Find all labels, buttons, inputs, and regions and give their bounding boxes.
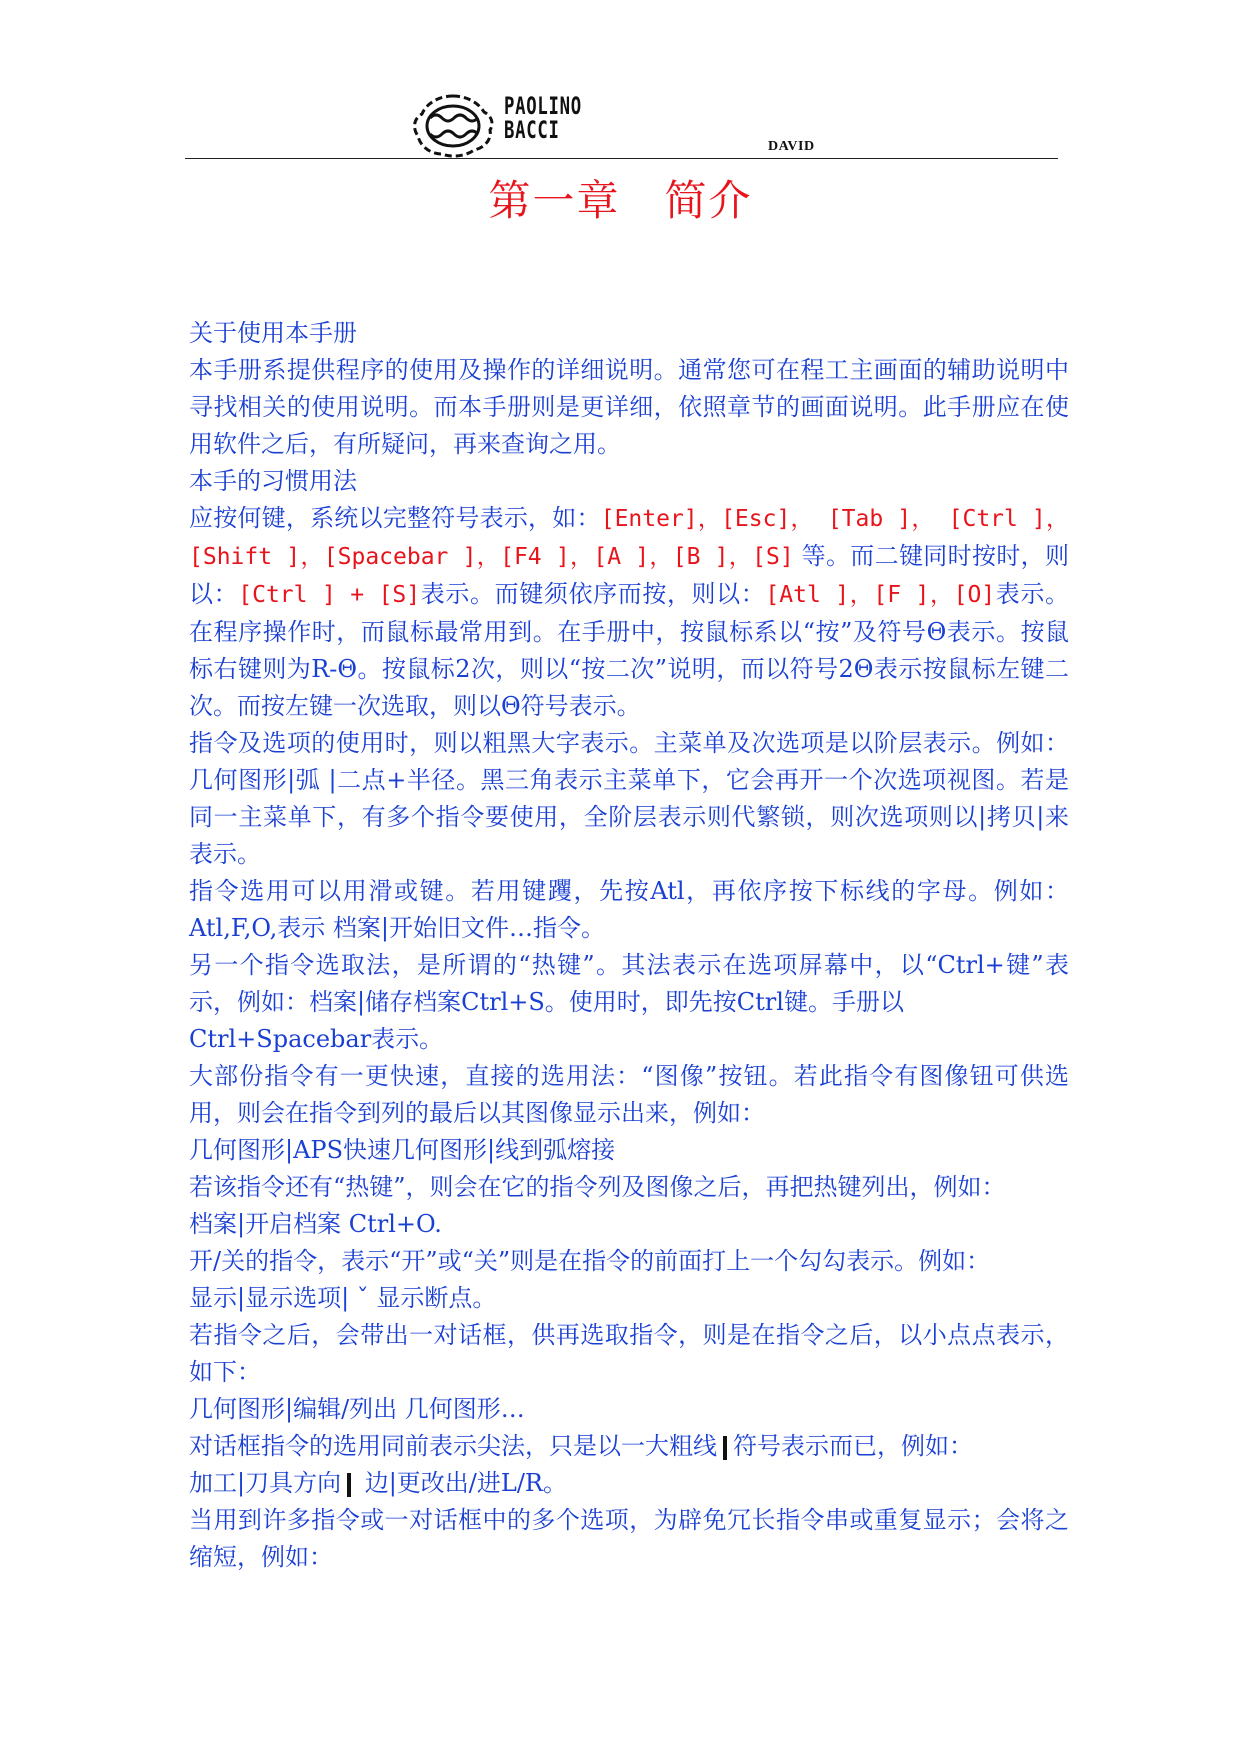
thick-bar-symbol: [723, 1436, 727, 1460]
key-sequence: [Atl ]，[F ]，[O]: [765, 582, 996, 608]
paolino-bacci-logo: [408, 88, 588, 160]
paragraph: Ctrl+Spacebar表示。: [189, 1025, 444, 1053]
key-combo: [Ctrl ] + [S]: [238, 582, 421, 608]
section-heading: 关于使用本手册: [189, 319, 357, 347]
paragraph: 当用到许多指令或一对话框中的多个选项，为辟免冗长指令串或重复显示；会将之缩短，例如：: [189, 1506, 1069, 1571]
example-line: 档案|开启档案 Ctrl+O.: [189, 1210, 442, 1238]
document-body: [189, 315, 1069, 1576]
header-author: DAVID: [768, 139, 815, 154]
paragraph: 若指令之后，会带出一对话框，供再选取指令，则是在指令之后，以小点点表示，如下：: [189, 1321, 1069, 1386]
example-line: 几何图形|编辑/列出 几何图形…: [189, 1395, 525, 1423]
paragraph: 开/关的指令，表示“开”或“关”则是在指令的前面打上一个勾勾表示。例如：: [189, 1247, 991, 1275]
paragraph: 指令及选项的使用时，则以粗黑大字表示。主菜单及次选项是以阶层表示。例如：几何图形|弧 |二点+半径。黑三角表示主菜单下，它会再开一个次选项视图。若是同一主菜单下，有多个指令要使用，全阶层表示则代繁锁，则次选项则以|拷贝|来表示。: [189, 729, 1069, 868]
example-line: 显示|显示选项| ˇ 显示断点。: [189, 1284, 497, 1312]
header-divider: [185, 158, 1058, 159]
logo-line-2: BACCI: [504, 116, 560, 144]
paragraph: 本手册系提供程序的使用及操作的详细说明。通常您可在程工主画面的辅助说明中寻找相关的使用说明。而本手册则是更详细，依照章节的画面说明。此手册应在使用软件之后，有所疑问，再来查询之用。: [189, 356, 1069, 458]
paragraph: 大部份指令有一更快速，直接的选用法：“图像”按钮。若此指令有图像钮可供选用，则会在指令到列的最后以其图像显示出来，例如：: [189, 1062, 1069, 1127]
paragraph: 另一个指令选取法，是所谓的“热键”。其法表示在选项屏幕中，以“Ctrl+键”表示，例如：档案|储存档案Ctrl+S。使用时，即先按Ctrl键。手册以: [189, 951, 1069, 1016]
gear-logo-icon: [408, 88, 498, 160]
thick-bar-symbol: [347, 1473, 351, 1497]
paragraph: 应按何键，系统以完整符号表示，如：[Enter]，[Esc]， [Tab ]， [Ctrl ]，[Shift ]，[Spacebar ]，[F4 ]，[A ]，[B ]，[S] 等。而二键同时按时，则以：[Ctrl ] + [S]表示。而键须依序而按，则以：[Atl ]，[F ]，[O]表示。在程序操作时，而鼠标最常用到。在手册中，按鼠标系以“按”及符号Θ表示。按鼠标右键则为R-Θ。按鼠标2次，则以“按二次”说明，而以符号2Θ表示按鼠标左键二次。而按左键一次选取，则以Θ符号表示。: [189, 504, 1070, 720]
logo-wordmark: [504, 94, 588, 142]
key-list: [Enter]，[Esc]， [Tab ]， [Ctrl ]，[Shift ]，[Spacebar ]，[F4 ]，[A ]，[B ]，[S]: [189, 506, 1069, 570]
example-line: 加工|刀具方向 边|更改出/进L/R。: [189, 1469, 567, 1497]
paragraph: 若该指令还有“热键”，则会在它的指令列及图像之后，再把热键列出，例如：: [189, 1173, 1006, 1201]
paragraph: 对话框指令的选用同前表示尖法，只是以一大粗线 符号表示而已，例如：: [189, 1432, 973, 1460]
logo-line-1: PAOLINO: [504, 92, 582, 120]
paragraph: 指令选用可以用滑或键。若用键躩，先按Atl，再依序按下标线的字母。例如：Atl,F,O,表示 档案|开始旧文件…指令。: [189, 877, 1069, 942]
example-line: 几何图形|APS快速几何图形|线到弧熔接: [189, 1136, 616, 1164]
section-heading: 本手的习惯用法: [189, 467, 357, 495]
chapter-title: 第一章 简介: [488, 176, 753, 225]
